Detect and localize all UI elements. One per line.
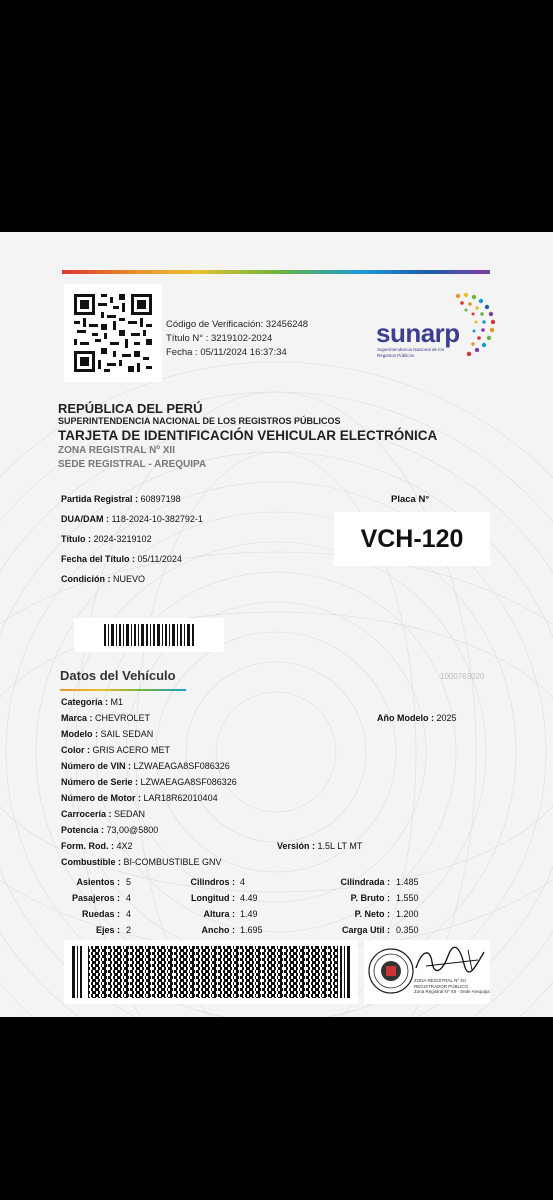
asientos-label: Asientos : [76, 877, 120, 887]
cilindros-label: Cilindros : [190, 877, 235, 887]
anio-row [377, 713, 457, 723]
condicion-label: Condición : [61, 574, 111, 584]
modelo-value: SAIL SEDAN [100, 729, 154, 739]
potencia-label: Potencia : [61, 825, 105, 835]
signature-line-3: Zona Registral Nº XII - Sede Arequipa [414, 989, 490, 994]
verification-title: Título N° : 3219102-2024 [166, 333, 273, 344]
combustible-row [61, 857, 222, 867]
titulo-value: 2024-3219102 [93, 534, 152, 544]
section-title: Datos del Vehículo [60, 668, 176, 683]
signature-block [364, 940, 490, 1004]
header-republica: REPÚBLICA DEL PERÚ [58, 401, 203, 416]
partida-value: 60897198 [140, 494, 181, 504]
header-sede: SEDE REGISTRAL - AREQUIPA [58, 459, 207, 470]
verification-date: Fecha : 05/11/2024 16:37:34 [166, 347, 287, 358]
serie-value: LZWAEAGA8SF086326 [140, 777, 237, 787]
carga-value: 0.350 [396, 925, 419, 935]
document-title: TARJETA DE IDENTIFICACIÓN VEHICULAR ELECTRÓNICA [58, 428, 438, 443]
marca-label: Marca : [61, 713, 93, 723]
cilindrada-label: Cilindrada : [340, 877, 390, 887]
cilindrada-value: 1.485 [396, 877, 419, 887]
ruedas-label: Ruedas : [81, 909, 120, 919]
color-value: GRIS ACERO MET [92, 745, 171, 755]
altura-value: 1.49 [240, 909, 258, 919]
placa-box [334, 512, 490, 566]
motor-row [61, 793, 218, 803]
titulo-label: Título : [61, 534, 91, 544]
modelo-row [61, 729, 153, 739]
condicion-row [61, 574, 145, 584]
ancho-label: Ancho : [201, 925, 235, 935]
pneto-label: P. Neto : [354, 909, 390, 919]
serie-row [61, 777, 237, 787]
longitud-value: 4.49 [240, 893, 258, 903]
version-row [277, 841, 362, 851]
carroceria-label: Carrocería : [61, 809, 112, 819]
sunarp-logo [374, 292, 499, 370]
dua-row [61, 514, 203, 524]
pdf417-barcode [64, 940, 358, 1004]
logo-wordmark: sunarp [376, 318, 460, 348]
categoria-label: Categoría : [61, 697, 109, 707]
condicion-value: NUEVO [113, 574, 146, 584]
signature-caption [414, 978, 490, 995]
version-value: 1.5L LT MT [317, 841, 363, 851]
longitud-label: Longitud : [191, 893, 235, 903]
ejes-label: Ejes : [95, 925, 120, 935]
color-label: Color : [61, 745, 90, 755]
carga-label: Carga Util : [341, 925, 390, 935]
fecha-titulo-value: 05/11/2024 [137, 554, 182, 564]
vin-value: LZWAEAGA8SF086326 [133, 761, 230, 771]
dua-value: 118-2024-10-382792-1 [111, 514, 203, 524]
pbruto-value: 1.550 [396, 893, 419, 903]
serial-number: 1000763020 [440, 672, 485, 681]
signature-line-2: REGISTRADOR PÚBLICO [414, 983, 469, 989]
pasajeros-value: 4 [126, 893, 132, 903]
pbruto-label: P. Bruto : [350, 893, 390, 903]
placa-value: VCH-120 [360, 525, 464, 553]
vin-row [61, 761, 230, 771]
qr-code [64, 284, 162, 382]
barcode-small [74, 618, 224, 652]
anio-value: 2025 [436, 713, 457, 723]
marca-row [61, 713, 150, 723]
formrod-label: Form. Rod. : [61, 841, 114, 851]
asientos-value: 5 [126, 877, 132, 887]
marca-value: CHEVROLET [95, 713, 151, 723]
categoria-row [61, 697, 123, 707]
potencia-row [61, 825, 158, 835]
combustible-label: Combustible : [61, 857, 121, 867]
version-label: Versión : [277, 841, 316, 851]
motor-value: LAR18R62010404 [143, 793, 218, 803]
color-stripe [62, 270, 490, 274]
partida-label: Partida Registral : [61, 494, 139, 504]
logo-subtitle: Superintendencia Nacional de los Registros Públicos [377, 347, 445, 358]
motor-label: Número de Motor : [61, 793, 141, 803]
carroceria-value: SEDAN [114, 809, 146, 819]
ejes-value: 2 [126, 925, 132, 935]
cilindros-value: 4 [240, 877, 246, 887]
signature-line-1: ZONA REGISTRAL Nº XII [414, 978, 466, 983]
color-row [61, 745, 170, 755]
header-zona: ZONA REGISTRAL Nº XII [58, 445, 175, 456]
verification-code: Código de Verificación: 32456248 [166, 319, 309, 330]
titulo-row [61, 534, 152, 544]
verification-info [166, 318, 308, 360]
serie-label: Número de Serie : [61, 777, 139, 787]
placa-label: Placa N° [391, 494, 430, 505]
header-superintendencia: SUPERINTENDENCIA NACIONAL DE LOS REGISTROS PÚBLICOS [58, 416, 341, 426]
partida-row [61, 494, 181, 504]
handwritten-signature [412, 944, 488, 976]
ancho-value: 1.695 [240, 925, 263, 935]
modelo-label: Modelo : [61, 729, 98, 739]
ruedas-value: 4 [126, 909, 132, 919]
official-seal [366, 946, 416, 996]
altura-label: Altura : [203, 909, 235, 919]
categoria-value: M1 [110, 697, 124, 707]
anio-label: Año Modelo : [377, 713, 434, 723]
fecha-titulo-label: Fecha del Título : [61, 554, 136, 564]
formrod-row [61, 841, 133, 851]
vin-label: Número de VIN : [61, 761, 132, 771]
formrod-value: 4X2 [116, 841, 133, 851]
carroceria-row [61, 809, 145, 819]
pneto-value: 1.200 [396, 909, 419, 919]
combustible-value: BI-COMBUSTIBLE GNV [123, 857, 222, 867]
fecha-titulo-row [61, 554, 182, 564]
potencia-value: 73,00@5800 [106, 825, 159, 835]
vehicle-id-card [0, 232, 553, 1017]
pasajeros-label: Pasajeros : [71, 893, 120, 903]
dua-label: DUA/DAM : [61, 514, 109, 524]
section-underline [60, 689, 186, 691]
